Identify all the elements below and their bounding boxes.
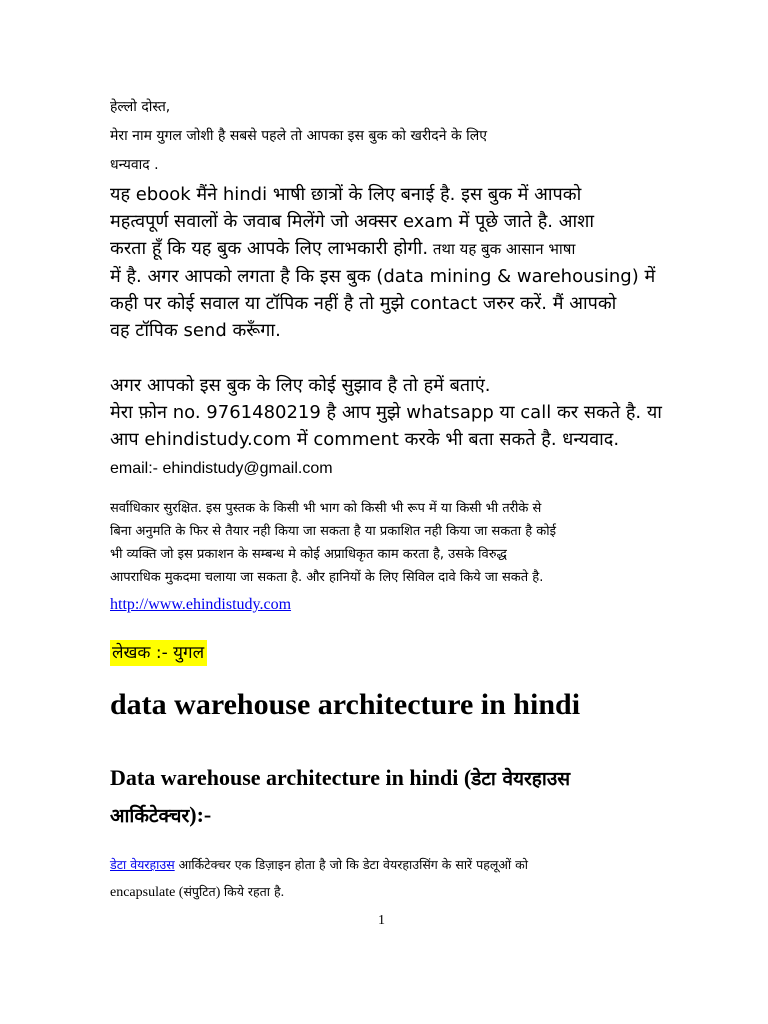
sub-heading-line-2: [110, 797, 670, 834]
greeting-line-3: धन्यवाद .: [110, 157, 159, 173]
website-link[interactable]: http://www.ehindistudy.com: [110, 596, 292, 613]
copyright-line-3: भी व्यक्ति जो इस प्रकाशन के सम्बन्ध मे कोई अप्राधिकृत काम करता है, उसके विरुद्ध: [110, 547, 507, 562]
body-text: [110, 852, 670, 906]
copyright-line-4: आपराधिक मुकदमा चलाया जा सकता है. और हानियों के लिए सिविल दावे किये जा सकते है.: [110, 570, 544, 585]
body-line-2: [110, 879, 670, 906]
intro-line-1: यह ebook मैंने hindi भाषी छात्रों के लिए बनाई है. इस बुक में आपको: [110, 184, 582, 205]
greeting-line-2: मेरा नाम युगल जोशी है सबसे पहले तो आपका इस बुक को खरीदने के लिए: [110, 128, 488, 144]
sub-heading-english: Data warehouse architecture in hindi (: [110, 765, 472, 790]
copyright-line-2: बिना अनुमति के फिर से तैयार नही किया जा सकता है या प्रकाशित नही किया जा सकता है कोई: [110, 524, 556, 539]
intro-line-3: [110, 235, 710, 263]
sub-heading-line-1: [110, 760, 670, 797]
body-line-2-hindi: संपुटित: [183, 884, 216, 899]
data-warehouse-link[interactable]: डेटा वेयरहाउस: [110, 857, 175, 872]
body-line-1-rest: आर्किटेक्चर एक डिज़ाइन होता है जो कि डेटा वेयरहाउसिंग के सारें पहलूओं को: [174, 857, 528, 872]
sub-heading-hindi: डेटा वेयरहाउस: [471, 768, 571, 790]
main-heading: data warehouse architecture in hindi: [110, 688, 581, 721]
contact-line-1: अगर आपको इस बुक के लिए कोई सुझाव है तो हमें बताएं.: [110, 375, 491, 396]
intro-line-5: कही पर कोई सवाल या टॉपिक नहीं है तो मुझे contact जरुर करें. मैं आपको: [110, 293, 617, 314]
body-line-2-english: encapsulate (: [110, 885, 184, 900]
intro-line-3-main: करता हूँ कि यह बुक आपके लिए लाभकारी होगी.: [110, 238, 429, 259]
body-line-1: [110, 852, 670, 879]
intro-line-4: में है. अगर आपको लगता है कि इस बुक (data mining & warehousing) में: [110, 266, 656, 287]
copyright-line-1: सर्वाधिकार सुरक्षित. इस पुस्तक के किसी भी भाग को किसी भी रूप में या किसी भी तरीके से: [110, 501, 542, 516]
email-line: email:- ehindistudy@gmail.com: [110, 460, 333, 477]
sub-heading-tail: ):-: [189, 802, 212, 827]
body-line-2-hindi-2: किये रहता है: [223, 884, 281, 899]
intro-line-6: वह टॉपिक send करूँगा.: [110, 320, 281, 341]
body-line-2-mid: ): [215, 885, 224, 900]
page-number: 1: [378, 913, 385, 928]
contact-line-3: आप ehindistudy.com में comment करके भी बता सकते है. धन्यवाद.: [110, 429, 620, 450]
author-label: लेखक :- युगल: [110, 640, 207, 666]
copyright-notice: [110, 497, 710, 589]
contact-paragraph: [110, 372, 710, 453]
intro-paragraph: [110, 181, 710, 344]
body-line-2-end: .: [280, 885, 285, 900]
intro-line-3-small: तथा यह बुक आसान भाषा: [428, 240, 576, 258]
contact-line-2: मेरा फ़ोन no. 9761480219 है आप मुझे whatsapp या call कर सकते है. या: [110, 402, 662, 423]
sub-heading-hindi-2: आर्किटेक्चर: [110, 805, 190, 827]
sub-heading: [110, 760, 670, 834]
greeting-line-1: हेल्लो दोस्त,: [110, 99, 171, 115]
intro-line-2: महत्वपूर्ण सवालों के जवाब मिलेंगे जो अक्सर exam में पूछे जाते है. आशा: [110, 211, 595, 232]
website-link-container: [110, 595, 291, 615]
